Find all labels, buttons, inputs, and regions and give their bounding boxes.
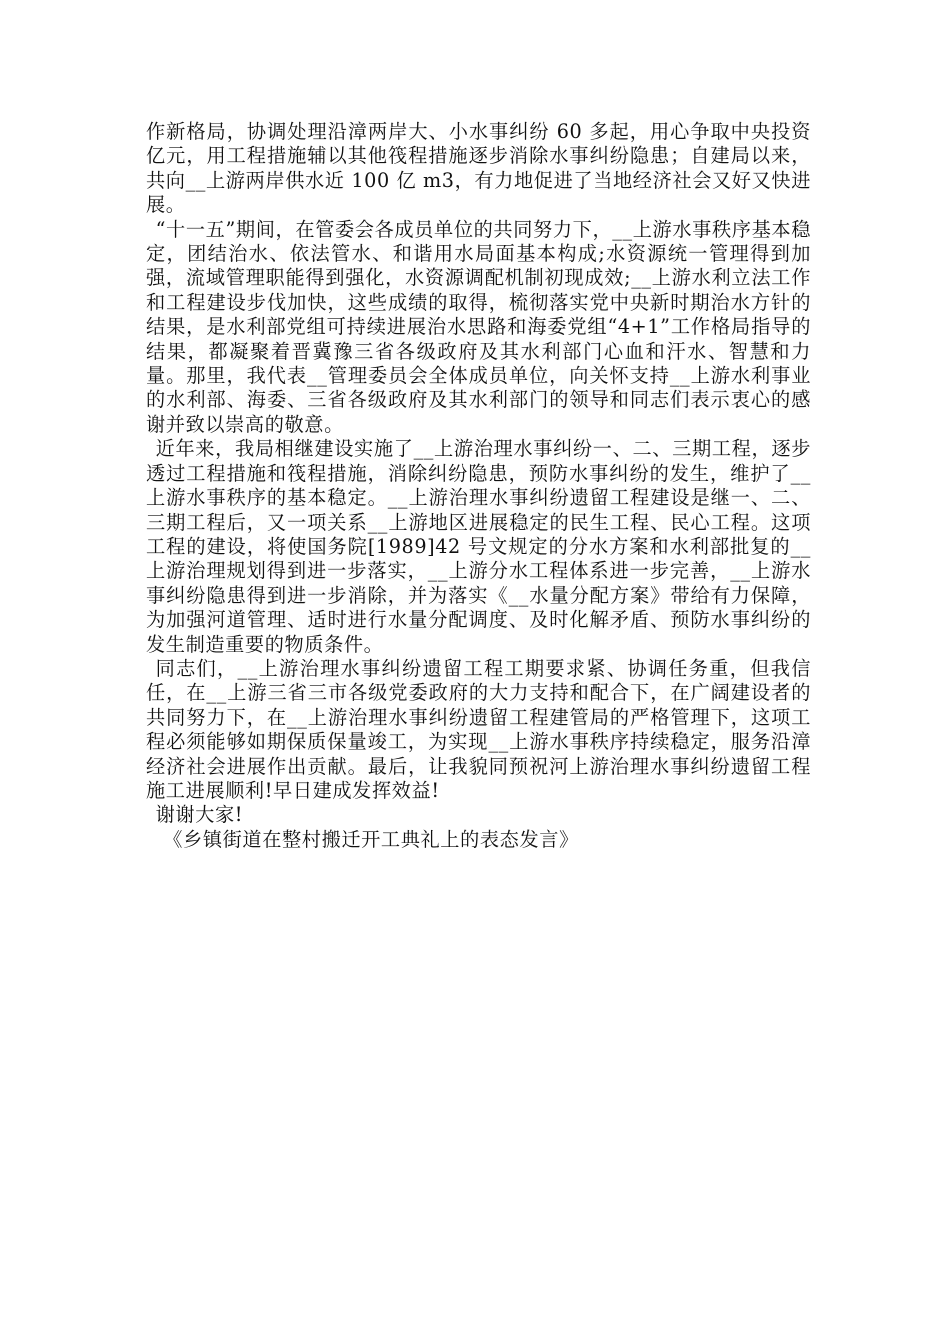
paragraph-3: 近年来，我局相继建设实施了__上游治理水事纠纷一、二、三期工程，逐步透过工程措施和筏程措施，消除纠纷隐患，预防水事纠纷的发生，维护了__上游水事秩序的基本稳定。__上游治理水事纠纷遗留工程建设是继一、二、三期工程后，又一项关系__上游地区进展稳定的民生工程、民心工程。这项工程的建设，将使国务院[1989]42 号文规定的分水方案和水利部批复的__上游治理规划得到进一步落实，__上游分水工程体系进一步完善，__上游水事纠纷隐患得到进一步消除，并为落实《__水量分配方案》带给有力保障，为加强河道管理、适时进行水量分配调度、及时化解矛盾、预防水事纠纷的发生制造重要的物质条件。 [146,437,811,656]
closing-title: 《乡镇街道在整村搬迁开工典礼上的表态发言》 [163,827,579,851]
paragraph-4: 同志们，__上游治理水事纠纷遗留工程工期要求紧、协调任务重，但我信任，在__上游三省三市各级党委政府的大力支持和配合下，在广阔建设者的共同努力下，在__上游治理水事纠纷遗留工程建管局的严格管理下，这项工程必须能够如期保质保量竣工，为实现__上游水事秩序持续稳定，服务沿漳经济社会进展作出贡献。最后，让我貌同预祝河上游治理水事纠纷遗留工程施工进展顺利!早日建成发挥效益! [146,656,811,802]
paragraph-1: 作新格局，协调处理沿漳两岸大、小水事纠纷 60 多起，用心争取中央投资亿元，用工程措施辅以其他筏程措施逐步消除水事纠纷隐患；自建局以来，共向__上游两岸供水近 100 亿 m3，有力地促进了当地经济社会又好又快进展。 [146,120,811,217]
paragraph-5-thanks: 谢谢大家! [155,803,244,827]
paragraph-2: “十一五”期间，在管委会各成员单位的共同努力下，__上游水事秩序基本稳定，团结治水、依法管水、和谐用水局面基本构成;水资源统一管理得到加强，流域管理职能得到强化，水资源调配机制初现成效;__上游水利立法工作和工程建设步伐加快，这些成绩的取得，梳彻落实党中央新时期治水方针的结果，是水利部党组可持续进展治水思路和海委党组“4+1”工作格局指导的结果，都凝聚着晋冀豫三省各级政府及其水利部门心血和汗水、智慧和力量。那里，我代表__管理委员会全体成员单位，向关怀支持__上游水利事业的水利部、海委、三省各级政府及其水利部门的领导和同志们表示衷心的感谢并致以崇高的敬意。 [146,217,811,436]
document-body [146,120,811,852]
